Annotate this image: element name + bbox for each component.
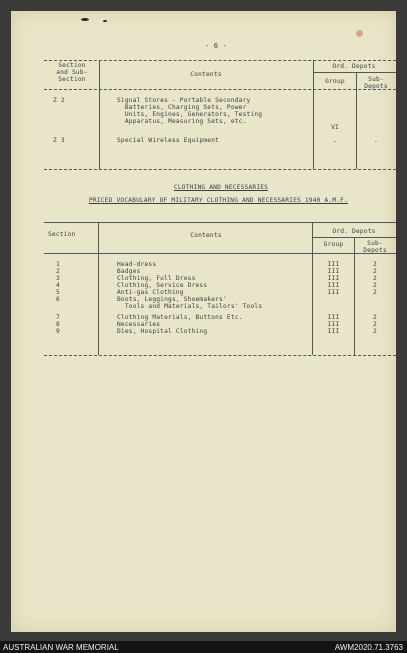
- row-group: III: [327, 289, 340, 296]
- row-section: Z 3: [53, 137, 65, 144]
- row-group: III: [327, 328, 340, 335]
- document-page: [11, 11, 396, 632]
- table-rule: [44, 89, 396, 90]
- header-sub-depots: Sub- Depots: [363, 240, 387, 254]
- page-number: - 6 -: [204, 42, 228, 50]
- row-section: 1: [56, 261, 60, 268]
- section-subtitle: PRICED VOCABULARY OF MILITARY CLOTHING AND NECESSARIES 1940 A.M.F.: [88, 197, 349, 204]
- header-contents: Contents: [190, 232, 222, 239]
- footer-reference: AWM2020.71.3763: [334, 643, 403, 652]
- footer-institution: AUSTRALIAN WAR MEMORIAL: [3, 643, 119, 652]
- row-contents: Clothing, Service Dress: [117, 282, 208, 289]
- table-rule: [44, 253, 396, 254]
- row-section: Z 2: [53, 97, 65, 104]
- row-group: III: [327, 261, 340, 268]
- row-group: VI: [331, 124, 339, 131]
- row-group: -: [333, 138, 337, 145]
- row-sub: 2: [373, 321, 377, 328]
- row-section: 6: [56, 296, 60, 303]
- header-section: Section and Sub- Section: [56, 62, 88, 83]
- row-section: 7: [56, 314, 60, 321]
- row-contents: Necessaries: [117, 321, 161, 328]
- row-contents: Special Wireless Equipment: [117, 137, 220, 144]
- row-contents: Anti-gas Clothing: [117, 289, 184, 296]
- table-rule: [44, 355, 396, 356]
- ink-mark: [81, 18, 89, 21]
- row-section: 3: [56, 275, 60, 282]
- row-section: 5: [56, 289, 60, 296]
- row-sub: 2: [373, 314, 377, 321]
- header-ord-depots: Ord. Depots: [332, 63, 376, 70]
- row-group: III: [327, 268, 340, 275]
- row-group: III: [327, 321, 340, 328]
- row-contents: Head-dress: [117, 261, 157, 268]
- column-divider: [98, 222, 99, 355]
- row-sub: -: [374, 138, 378, 145]
- row-group: III: [327, 314, 340, 321]
- row-sub: 2: [373, 261, 377, 268]
- section-title: CLOTHING AND NECESSARIES: [173, 184, 269, 191]
- header-contents: Contents: [190, 71, 222, 78]
- row-contents: Badges: [117, 268, 141, 275]
- row-sub: 2: [373, 282, 377, 289]
- row-contents: Clothing Materials, Buttons Etc.: [117, 314, 243, 321]
- table-rule: [313, 72, 396, 73]
- red-mark: [356, 30, 363, 37]
- archive-footer: [0, 641, 407, 653]
- column-divider: [354, 237, 355, 355]
- header-ord-depots: Ord. Depots: [332, 228, 376, 235]
- table-rule: [44, 222, 396, 223]
- row-sub: 2: [373, 275, 377, 282]
- row-group: III: [327, 282, 340, 289]
- header-section: Section: [48, 231, 76, 238]
- column-divider: [313, 60, 314, 169]
- table-rule: [44, 60, 396, 61]
- row-section: 8: [56, 321, 60, 328]
- row-section: 9: [56, 328, 60, 335]
- row-contents: Clothing, Full Dress: [117, 275, 196, 282]
- row-contents: Dies, Hospital Clothing: [117, 328, 208, 335]
- column-divider: [99, 60, 100, 169]
- row-contents: Boots, Leggings, Shoemakers' Tools and Materials, Tailors' Tools: [117, 296, 263, 310]
- table-rule: [44, 169, 396, 170]
- row-section: 2: [56, 268, 60, 275]
- row-section: 4: [56, 282, 60, 289]
- header-group: Group: [323, 241, 344, 248]
- row-group: III: [327, 275, 340, 282]
- row-contents: Signal Stores - Portable Secondary Batteries, Charging Sets, Power Units, Engines, Generators, Testing Apparatus, Measuring Sets, etc.: [117, 97, 263, 125]
- header-sub-depots: Sub- Depots: [364, 76, 388, 90]
- row-sub: 2: [373, 268, 377, 275]
- header-group: Group: [325, 78, 345, 85]
- row-sub: 2: [373, 289, 377, 296]
- row-sub: 2: [373, 328, 377, 335]
- ink-mark: [103, 20, 107, 22]
